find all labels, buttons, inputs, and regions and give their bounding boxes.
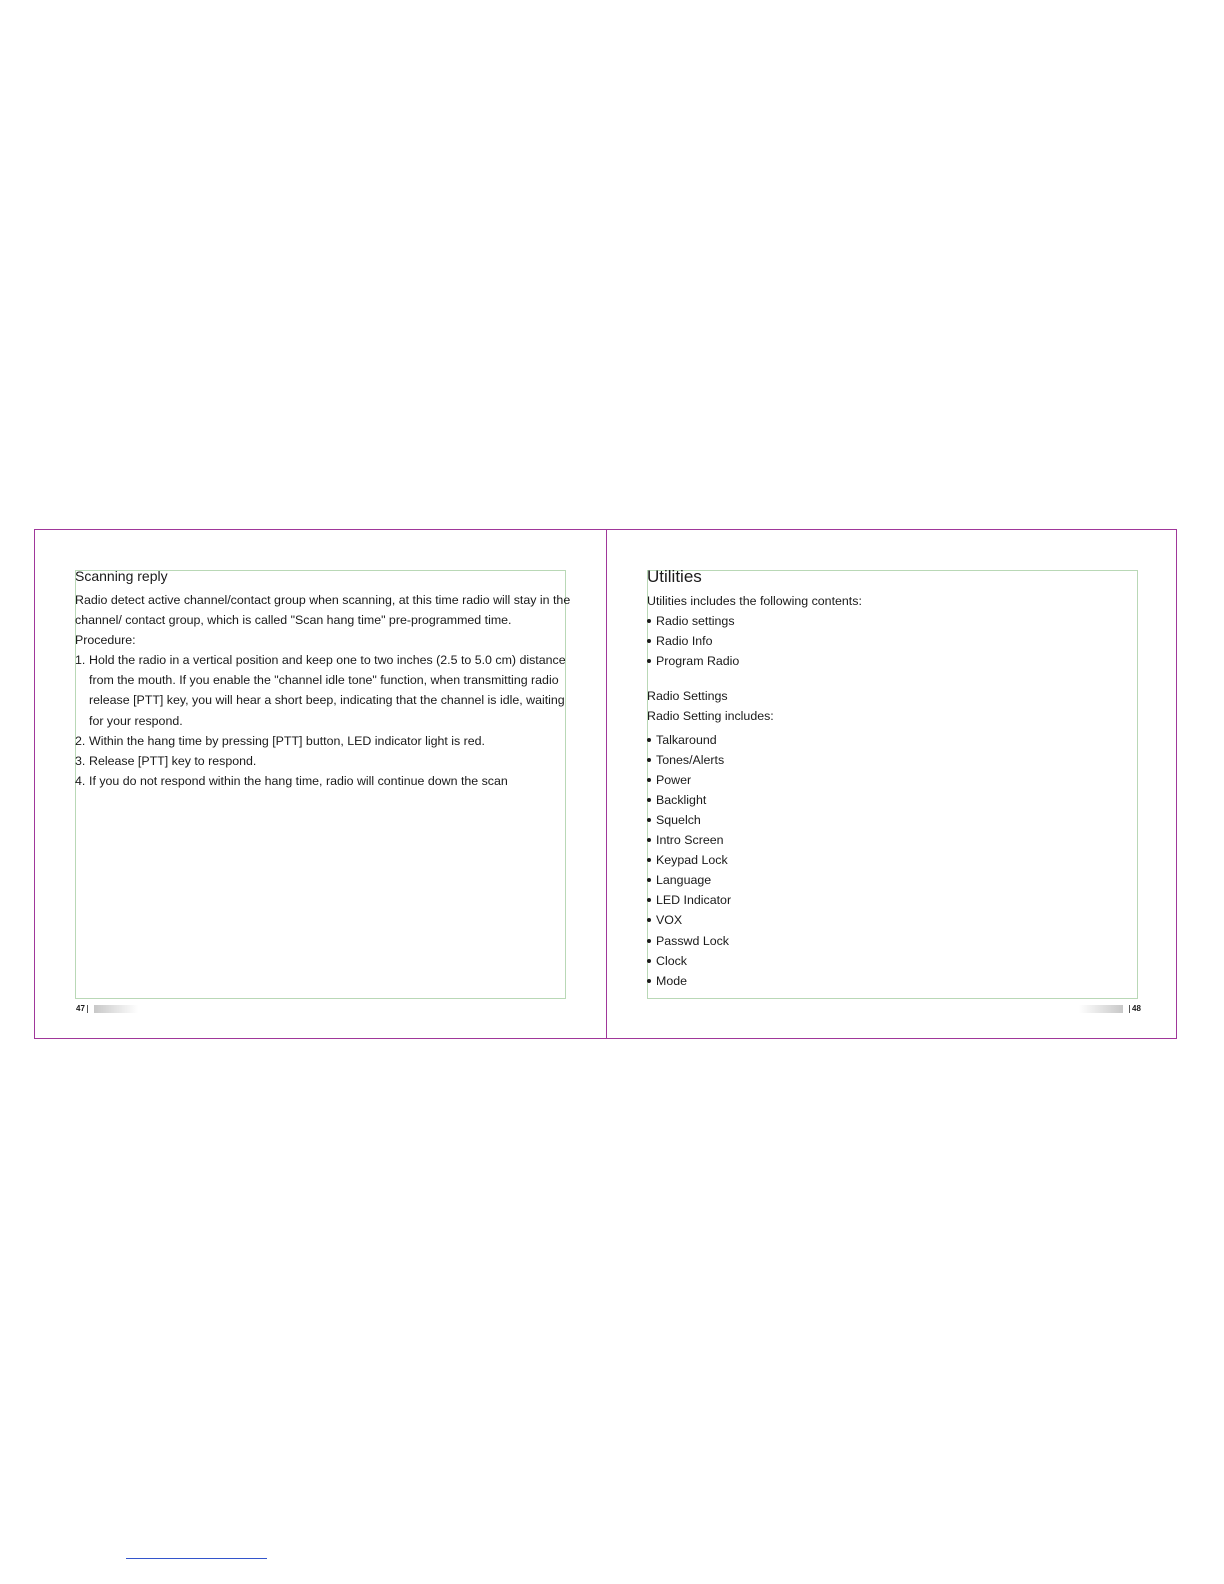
step-line: Hold the radio in a vertical position and keep one to two inches (2.5 to 5.0 cm) distance [89, 653, 566, 668]
step-number: 3. [75, 753, 86, 768]
list-item: Passwd Lock [647, 931, 1147, 951]
list-item: Backlight [647, 790, 1147, 810]
spacer [647, 671, 1147, 686]
footer-gradient-bar [94, 1005, 138, 1013]
list-item: Program Radio [647, 651, 1147, 671]
list-item: Keypad Lock [647, 850, 1147, 870]
intro-line: Radio detect active channel/contact group when scanning, at this time radio will stay in the [75, 593, 571, 607]
step-line: from the mouth. If you enable the "channel idle tone" function, when transmitting radio [89, 673, 559, 688]
step-line: release [PTT] key, you will hear a short beep, indicating that the channel is idle, waiting [89, 693, 565, 708]
left-page-footer [76, 1003, 138, 1015]
step-number: 2. [75, 733, 86, 748]
utilities-intro: Utilities includes the following contents: [647, 594, 862, 608]
step-number: 1. [75, 653, 86, 668]
procedure-steps [75, 650, 575, 791]
footer-gradient-bar [1079, 1005, 1123, 1013]
procedure-label: Procedure: [75, 633, 136, 648]
footer-separator [1129, 1005, 1130, 1013]
list-item: Mode [647, 971, 1147, 991]
step-item [75, 731, 575, 751]
list-item: VOX [647, 910, 1147, 930]
list-item: Language [647, 870, 1147, 890]
list-item: LED Indicator [647, 890, 1147, 910]
list-item: Tones/Alerts [647, 750, 1147, 770]
manual-spread [34, 529, 1177, 1039]
step-item [75, 751, 575, 771]
list-item: Squelch [647, 810, 1147, 830]
right-page-content [647, 566, 1147, 991]
page-number: 48 [1132, 1004, 1141, 1013]
page-number: 47 [76, 1004, 85, 1013]
page-title: Utilities [647, 567, 702, 586]
link-underline [126, 1558, 267, 1559]
step-line: If you do not respond within the hang time, radio will continue down the scan [89, 773, 508, 788]
step-item [75, 650, 575, 730]
page-title: Scanning reply [75, 568, 168, 584]
list-item: Intro Screen [647, 830, 1147, 850]
list-item: Clock [647, 951, 1147, 971]
section-intro: Radio Setting includes: [647, 709, 774, 724]
left-page-content [75, 566, 575, 791]
section-title: Radio Settings [647, 689, 728, 704]
step-number: 4. [75, 773, 86, 788]
list-item: Radio settings [647, 611, 1147, 631]
page-fold-divider [606, 530, 607, 1038]
list-item: Radio Info [647, 631, 1147, 651]
intro-line: channel/ contact group, which is called "Scan hang time" pre-programmed time. [75, 613, 512, 628]
step-item [75, 771, 575, 791]
step-line: Release [PTT] key to respond. [89, 753, 257, 768]
utilities-contents-list [647, 611, 1147, 671]
footer-separator [87, 1005, 88, 1013]
list-item: Talkaround [647, 730, 1147, 750]
step-line: Within the hang time by pressing [PTT] button, LED indicator light is red. [89, 733, 485, 748]
radio-settings-list [647, 730, 1147, 991]
list-item: Power [647, 770, 1147, 790]
right-page-footer [1079, 1003, 1141, 1015]
step-line: for your respond. [89, 713, 183, 728]
